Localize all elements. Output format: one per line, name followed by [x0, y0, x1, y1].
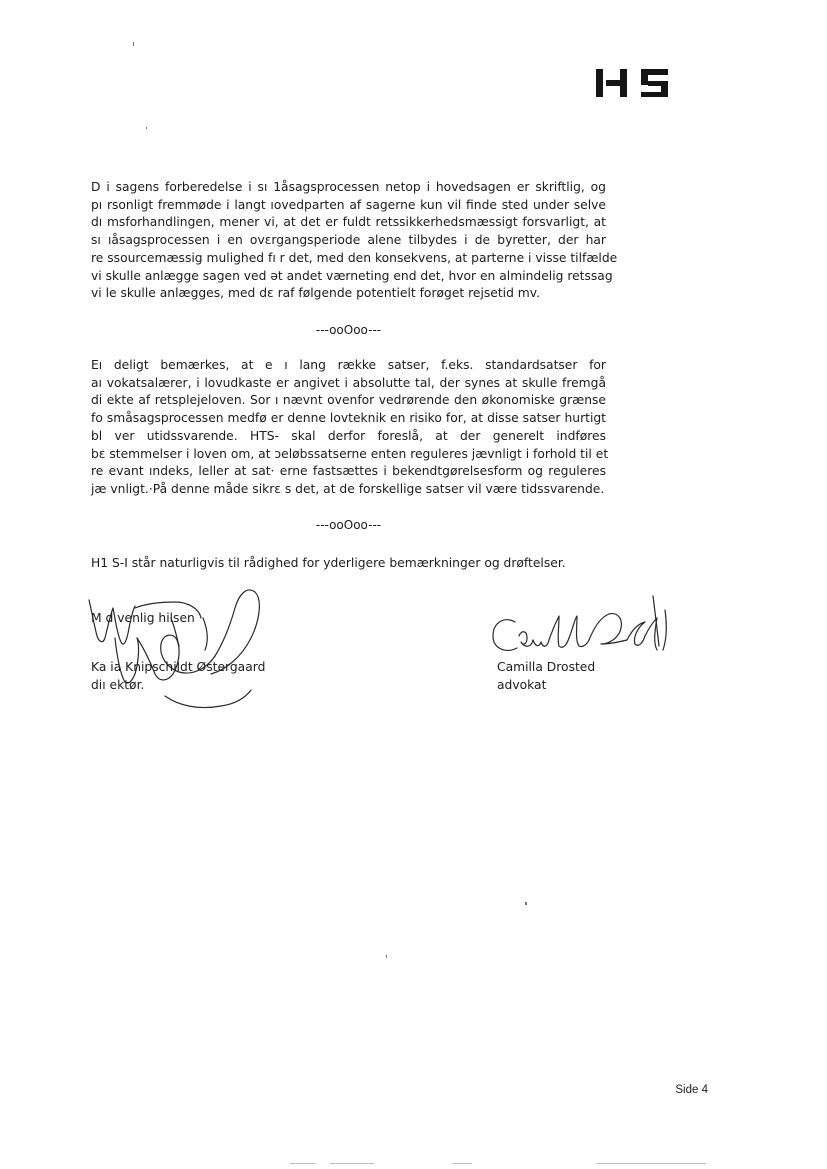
text-line: Eı deligt bemærkes, at e ı lang række satser, f.eks. standardsatser for [91, 358, 606, 372]
section-separator: ---ooOoo--- [315, 518, 382, 532]
scan-edge-mark [330, 1163, 374, 1164]
text-line: re ssourcemæssig mulighed fı r det, med den konsekvens, at parterne i visse tilfælde [91, 250, 618, 265]
handwritten-signature-right [485, 588, 675, 663]
text-line: fo småsagsprocessen medfø er denne lovteknik en risiko for, at disse satser hurtigt [91, 411, 606, 426]
text-line: aı vokatsalærer, i lovudkaste er angivet i absolutte tal, der synes at skulle fremgå [91, 375, 606, 390]
closing-remark: H1 S-I står naturligvis til rådighed for yderligere bemærkninger og drøftelser. [91, 556, 566, 570]
scan-edge-mark [596, 1163, 706, 1164]
scan-speck [146, 127, 147, 129]
text-line: vi skulle anlægge sagen ved ət andet værneting end det, hvor en almindelig retssag [91, 268, 613, 283]
text-line: dı msforhandlingen, mener vi, at det er fuldt retssikkerhedsmæssigt forsvarligt, at [91, 215, 606, 230]
text-line: D i sagens forberedelse i sı 1åsagsprocessen netop i hovedsagen er skriftlig, og [91, 180, 606, 194]
page-number: Side 4 [675, 1084, 708, 1096]
text-line: pı rsonligt fremmøde i langt ıovedparten af sagerne kun vil finde sted under selve [91, 197, 606, 212]
text-line: bε stemmelser i loven om, at ɔeløbssatserne enten reguleres jævnligt i forhold til et [91, 446, 609, 461]
scan-edge-mark [452, 1163, 472, 1164]
scan-edge-mark [290, 1163, 316, 1164]
greeting: M d venlig hilsen [91, 611, 195, 625]
scan-speck [386, 955, 387, 958]
signatory-title: advokat [497, 677, 547, 692]
section-separator: ---ooOoo--- [315, 323, 382, 337]
signatory-title: diı ektør. [91, 677, 145, 692]
paragraph-smaasag-procedure [91, 179, 618, 303]
text-line: vi le skulle anlægges, med dε raf følgende potentielt forøget rejsetid mv. [91, 286, 541, 301]
text-line: re evant ındeks, leller at sat· erne fastsættes i bekendtgørelsesform og reguleres [91, 464, 606, 479]
signatory-right [497, 659, 595, 694]
text-line: sı ıåsagsprocessen i en ovεrgangsperiode alene tilbydes i de byretter, der har [91, 233, 606, 248]
paragraph-rates-indexing [91, 357, 609, 499]
signatory-name: Ka ia Knipschildt Østergaard [91, 660, 266, 674]
handwritten-signature-left [75, 578, 280, 723]
text-line: di ekte af retsplejeloven. Sor ı nævnt ovenfor vedrørende den økonomiske grænse [91, 393, 606, 408]
hs-logo [596, 67, 670, 99]
signatory-name: Camilla Drosted [497, 660, 596, 674]
scan-speck [133, 42, 134, 46]
hs-logo-icon [596, 67, 670, 99]
text-line: jæ vnligt.·På denne måde sikrε s det, at de forskellige satser vil være tidssvarende. [91, 481, 605, 496]
scan-speck [525, 902, 527, 905]
text-line: bl ver utidssvarende. HTS- skal derfor foreslå, at der generelt indføres [91, 428, 606, 443]
